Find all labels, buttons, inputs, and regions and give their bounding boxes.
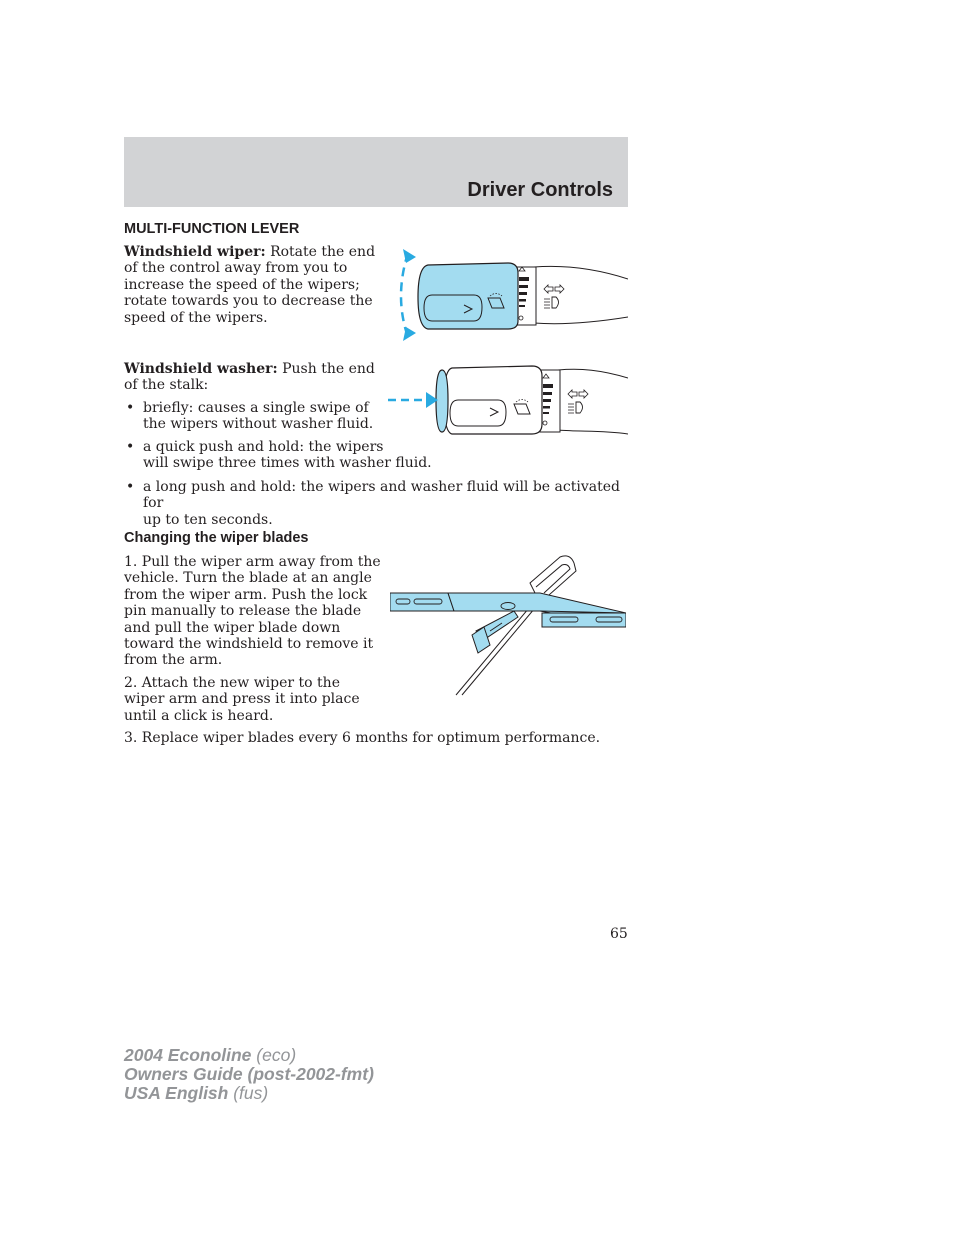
bullet-line: up to ten seconds. [143,511,273,528]
bullet-dot: • [126,400,135,416]
step-line: toward the windshield to remove it [124,636,374,653]
bullet-line: a long push and hold: the wipers and washer fluid will be activated for [143,479,620,512]
step-3: 3. Replace wiper blades every 6 months for optimum performance. [124,730,601,746]
header-band [124,137,628,207]
subsection-title: Changing the wiper blades [124,530,309,546]
step-line: vehicle. Turn the blade at an angle [124,570,372,587]
wiper-blade-illustration [390,553,626,698]
bullet-line: a quick push and hold: the wipers [143,439,384,455]
step-line: from the arm. [124,652,223,669]
washer-push-illustration [386,360,628,440]
bullet-dot: • [126,479,135,495]
footer-model: 2004 Econoline [124,1045,252,1065]
list-item [126,439,626,473]
wiper-paragraph [124,244,375,326]
bullet-line: will swipe three times with washer fluid. [143,455,432,472]
bullet-dot: • [126,439,135,455]
wiper-line: rotate towards you to decrease the [124,293,373,310]
bullet-line: the wipers without washer fluid. [143,416,374,433]
step-line: 2. Attach the new wiper to the [124,675,340,691]
step-line: wiper arm and press it into place [124,691,360,708]
footer-guide: Owners Guide (post-2002-fmt) [124,1064,374,1084]
step-line: from the wiper arm. Push the lock [124,586,368,603]
wiper-line: speed of the wipers. [124,309,268,326]
step-line: and pull the wiper blade down [124,619,341,636]
wiper-line: Rotate the end [265,244,376,260]
footer-language: USA English [124,1083,229,1103]
page-number: 65 [610,926,628,942]
step-2 [124,675,360,724]
page-title: Driver Controls [467,179,613,201]
washer-label: Windshield washer: [124,361,278,377]
footer-language-code: (fus) [228,1083,269,1103]
wiper-line: of the control away from you to [124,260,348,277]
wiper-label: Windshield wiper: [124,244,266,260]
step-line: 1. Pull the wiper arm away from the [124,554,381,570]
section-title: MULTI-FUNCTION LEVER [124,221,300,237]
bullet-line: briefly: causes a single swipe of [143,400,369,416]
washer-line: of the stalk: [124,377,209,394]
step-1 [124,554,381,669]
wiper-line: increase the speed of the wipers; [124,276,360,293]
step-line: until a click is heard. [124,707,274,724]
washer-line: Push the end [277,361,375,377]
step-line: pin manually to release the blade [124,603,362,620]
washer-paragraph [124,361,375,394]
footer [124,1046,374,1103]
wiper-rotate-illustration [386,243,628,347]
list-item [126,479,626,528]
footer-model-code: (eco) [251,1045,297,1065]
